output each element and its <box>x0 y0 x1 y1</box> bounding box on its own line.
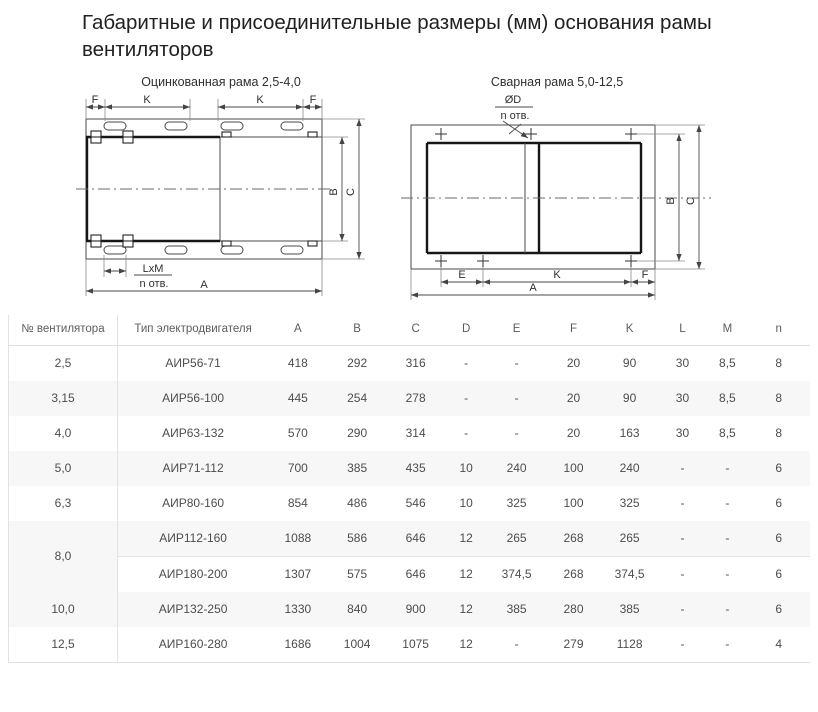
value-cell: 100 <box>563 496 584 511</box>
motor-type-cell: АИР80-160 <box>162 496 225 511</box>
value-cell: 10 <box>459 461 473 476</box>
dim-label-f-right: F <box>309 94 317 107</box>
fan-number-cell: 10,0 <box>9 592 118 627</box>
diagram-welded-frame <box>397 91 717 301</box>
value-cell: 700 <box>287 461 308 476</box>
column-header: F <box>545 315 601 345</box>
value-cell: - <box>725 531 730 546</box>
fan-number-cell: 4,0 <box>9 416 118 451</box>
column-header: A <box>268 315 327 345</box>
dim-label-k-right: K <box>256 94 264 107</box>
value-cell: 8,5 <box>719 426 736 441</box>
motor-type-cell: АИР63-132 <box>162 426 225 441</box>
value-cell: 280 <box>563 602 584 617</box>
value-cell: 575 <box>327 556 386 592</box>
column-header: № вентилятора <box>9 315 118 345</box>
value-cell: 1128 <box>602 627 658 663</box>
value-cell: 6 <box>775 496 783 511</box>
dim-label-k: K <box>553 269 561 282</box>
value-cell: - <box>707 556 747 592</box>
value-cell: 30 <box>675 391 690 406</box>
value-cell: 290 <box>347 426 368 441</box>
value-cell: 240 <box>506 461 527 476</box>
value-cell: - <box>707 627 747 663</box>
motor-type-cell: АИР132-250 <box>158 602 228 617</box>
motor-type-cell: АИР112-160 <box>159 531 227 546</box>
dim-label-e: E <box>458 269 466 282</box>
column-header: Тип электродвигателя <box>118 315 269 345</box>
value-cell: - <box>680 531 685 546</box>
dim-label-n-holes: n отв. <box>500 110 530 123</box>
mounting-slots <box>104 122 303 254</box>
value-cell: 418 <box>287 356 308 371</box>
value-cell: 646 <box>405 531 426 546</box>
value-cell: 8,5 <box>719 391 736 406</box>
value-cell: 374,5 <box>602 556 658 592</box>
diagrams-section <box>0 75 818 301</box>
value-cell: 1686 <box>268 627 327 663</box>
dim-label-n-holes: n отв. <box>139 278 169 291</box>
dim-label-f-left: F <box>91 94 99 107</box>
value-cell: - <box>658 556 708 592</box>
column-header: K <box>602 315 658 345</box>
diagram-caption-left: Оцинкованная рама 2,5-4,0 <box>141 75 301 90</box>
table-row <box>9 556 811 592</box>
value-cell: 12 <box>444 627 487 663</box>
value-cell: - <box>680 602 685 617</box>
value-cell: 316 <box>405 356 426 371</box>
value-cell: 314 <box>405 426 426 441</box>
table-row <box>9 592 811 627</box>
value-cell: 20 <box>566 356 581 371</box>
value-cell: - <box>658 627 708 663</box>
value-cell: - <box>725 602 730 617</box>
page <box>0 10 818 663</box>
value-cell: 445 <box>287 391 308 406</box>
value-cell: 12 <box>459 602 473 617</box>
motor-type-cell: АИР56-71 <box>165 356 221 371</box>
column-header: D <box>444 315 487 345</box>
table-body <box>9 345 811 662</box>
value-cell: - <box>514 356 519 371</box>
dimensions-table <box>8 315 810 663</box>
value-cell: 325 <box>619 496 640 511</box>
dim-label-b: B <box>328 188 340 196</box>
value-cell: 10 <box>459 496 473 511</box>
value-cell: - <box>514 391 519 406</box>
value-cell: 278 <box>405 391 426 406</box>
dim-label-lxm: LxM <box>142 263 164 276</box>
value-cell: 8,5 <box>719 356 736 371</box>
diagram-galvanized-frame <box>70 91 372 301</box>
table-header-row <box>9 315 811 345</box>
motor-type-cell: АИР56-100 <box>162 391 225 406</box>
value-cell: 8 <box>775 391 783 406</box>
fan-number-cell: 2,5 <box>9 345 118 381</box>
value-cell: 486 <box>347 496 368 511</box>
table-row <box>9 416 811 451</box>
value-cell: 30 <box>675 356 690 371</box>
value-cell: 268 <box>545 556 601 592</box>
value-cell: 20 <box>566 391 581 406</box>
value-cell: 1004 <box>327 627 386 663</box>
value-cell: 1307 <box>268 556 327 592</box>
fan-number-cell: 5,0 <box>9 451 118 486</box>
value-cell: 570 <box>287 426 308 441</box>
dim-label-diameter: ØD <box>504 94 522 107</box>
table-row <box>9 451 811 486</box>
dim-label-a: A <box>200 279 208 292</box>
fan-number-cell: 12,5 <box>9 627 118 663</box>
diagram-block-galvanized <box>68 75 374 301</box>
value-cell: 20 <box>566 426 581 441</box>
diagram-caption-right: Сварная рама 5,0-12,5 <box>490 75 624 90</box>
table-row <box>9 521 811 557</box>
column-header: C <box>387 315 445 345</box>
value-cell: 292 <box>347 356 368 371</box>
value-cell: - <box>725 461 730 476</box>
value-cell: 900 <box>405 602 426 617</box>
value-cell: 8 <box>775 356 783 371</box>
value-cell: 840 <box>347 602 368 617</box>
table-row <box>9 627 811 663</box>
table-row <box>9 345 811 381</box>
fan-number-cell: 8,0 <box>9 521 118 592</box>
value-cell: 254 <box>347 391 368 406</box>
value-cell: 1075 <box>387 627 445 663</box>
value-cell: 385 <box>619 602 640 617</box>
value-cell: 586 <box>347 531 368 546</box>
column-header: M <box>707 315 747 345</box>
value-cell: 6 <box>775 531 783 546</box>
value-cell: - <box>725 496 730 511</box>
value-cell: - <box>680 461 685 476</box>
value-cell: 435 <box>405 461 426 476</box>
column-header: n <box>747 315 810 345</box>
value-cell: - <box>464 391 469 406</box>
column-header: L <box>658 315 708 345</box>
value-cell: 6 <box>747 556 810 592</box>
value-cell: 163 <box>619 426 640 441</box>
value-cell: 4 <box>747 627 810 663</box>
dimension-labels <box>458 94 697 294</box>
table-row <box>9 381 811 416</box>
value-cell: 100 <box>563 461 584 476</box>
value-cell: 265 <box>506 531 527 546</box>
value-cell: 265 <box>619 531 640 546</box>
value-cell: 646 <box>387 556 445 592</box>
value-cell: 30 <box>675 426 690 441</box>
dim-label-b: B <box>665 197 677 205</box>
value-cell: 6 <box>775 461 783 476</box>
value-cell: 12 <box>444 556 487 592</box>
frame-outline <box>411 125 655 269</box>
table-row <box>9 486 811 521</box>
motor-type-cell: АИР71-112 <box>162 461 224 476</box>
value-cell: 1088 <box>284 531 312 546</box>
hole-marks <box>435 128 637 267</box>
page-title: Габаритные и присоединительные размеры (мм) основания рамы вентиляторов <box>82 11 712 61</box>
value-cell: 385 <box>347 461 368 476</box>
value-cell: 546 <box>405 496 426 511</box>
value-cell: 325 <box>506 496 527 511</box>
fan-number-cell: 3,15 <box>9 381 118 416</box>
value-cell: - <box>464 356 469 371</box>
value-cell: 90 <box>622 391 637 406</box>
diagram-block-welded <box>396 75 718 301</box>
value-cell: 12 <box>459 531 473 546</box>
value-cell: - <box>464 426 469 441</box>
value-cell: 854 <box>287 496 308 511</box>
value-cell: 268 <box>563 531 584 546</box>
value-cell: - <box>514 426 519 441</box>
value-cell: 385 <box>506 602 527 617</box>
value-cell: 6 <box>775 602 783 617</box>
value-cell: 8 <box>775 426 783 441</box>
fan-number-cell: 6,3 <box>9 486 118 521</box>
column-header: E <box>488 315 546 345</box>
dim-label-c: C <box>685 197 697 206</box>
value-cell: 374,5 <box>488 556 546 592</box>
column-header: B <box>327 315 386 345</box>
value-cell: - <box>680 496 685 511</box>
dim-label-c: C <box>345 188 357 197</box>
value-cell: - <box>488 627 546 663</box>
motor-type-cell: АИР180-200 <box>118 556 269 592</box>
value-cell: 240 <box>619 461 640 476</box>
value-cell: 90 <box>622 356 637 371</box>
value-cell: 279 <box>545 627 601 663</box>
dim-label-a: A <box>529 282 537 295</box>
value-cell: 1330 <box>284 602 312 617</box>
dim-label-k-left: K <box>143 94 151 107</box>
dim-label-f: F <box>641 269 649 282</box>
motor-type-cell: АИР160-280 <box>118 627 269 663</box>
